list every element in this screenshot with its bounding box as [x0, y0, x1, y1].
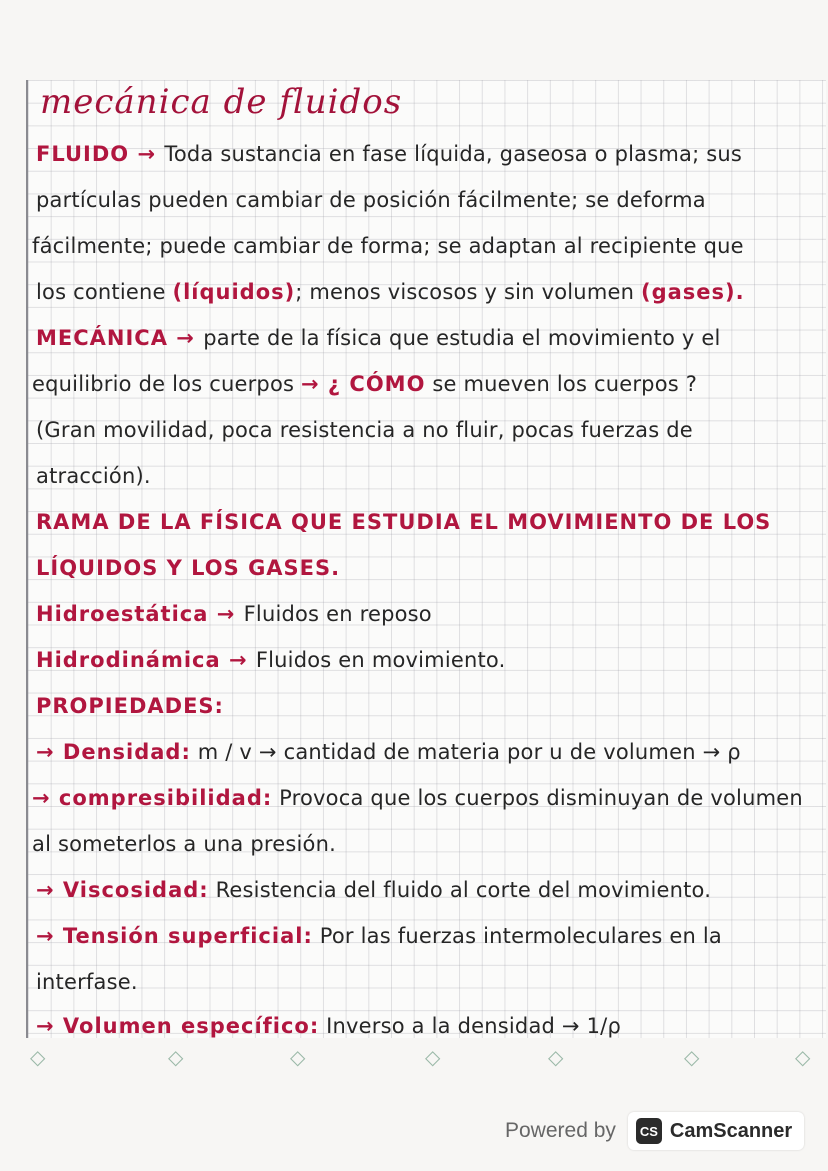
camscanner-brand: CamScanner: [669, 1119, 793, 1142]
note-text: los contiene: [36, 280, 173, 304]
note-line: [36, 278, 745, 306]
note-line: [32, 830, 336, 858]
note-line: [36, 186, 706, 214]
note-line: [32, 232, 744, 260]
diamond-doodle-icon: ◇: [795, 1045, 811, 1069]
note-term: Hidroestática: [36, 602, 209, 626]
note-text: Toda sustancia en fase líquida, gaseosa o plasma; sus: [164, 142, 743, 166]
page-title: mecánica de fluidos: [40, 82, 403, 122]
note-line: [36, 508, 771, 536]
diamond-doodle-icon: ◇: [30, 1045, 46, 1069]
note-highlight: (líquidos): [172, 280, 296, 304]
note-line: [36, 324, 721, 352]
arrow-icon: →: [129, 142, 165, 166]
note-line: [36, 692, 224, 720]
note-term: RAMA DE LA FÍSICA QUE ESTUDIA EL MOVIMIENTO DE LOS: [36, 510, 772, 534]
note-line: [32, 370, 697, 398]
powered-by-text: Powered by: [505, 1119, 616, 1142]
note-line: [36, 600, 432, 628]
note-term: → Volumen específico:: [36, 1014, 320, 1038]
note-text: Provoca que los cuerpos disminuyan de volumen: [272, 786, 803, 810]
note-text: parte de la física que estudia el movimiento y el: [203, 326, 721, 350]
note-text: ; menos viscosos y sin volumen: [295, 280, 641, 304]
note-text: fácilmente; puede cambiar de forma; se adaptan al recipiente que: [32, 234, 744, 258]
note-text: partículas pueden cambiar de posición fácilmente; se deforma: [36, 188, 706, 212]
note-term: → Tensión superficial:: [36, 924, 313, 948]
note-line: [36, 140, 742, 168]
note-text: Inverso a la densidad → 1/ρ: [319, 1014, 621, 1038]
note-text: interfase.: [36, 970, 138, 994]
note-term: FLUIDO: [36, 142, 130, 166]
note-text: Fluidos en movimiento.: [255, 648, 506, 672]
diamond-doodle-icon: ◇: [290, 1045, 306, 1069]
note-line: [36, 554, 340, 582]
note-line: [36, 876, 711, 904]
note-line: [36, 968, 138, 996]
camscanner-badge: [628, 1112, 804, 1150]
camscanner-logo-icon: CS: [636, 1118, 662, 1144]
note-term: → Viscosidad:: [36, 878, 209, 902]
diamond-doodle-icon: ◇: [168, 1045, 184, 1069]
arrow-icon: →: [167, 326, 204, 350]
note-text: Fluidos en reposo: [243, 602, 432, 626]
note-text: atracción).: [36, 464, 151, 488]
arrow-icon: →: [208, 602, 244, 626]
note-term: Hidrodinámica: [36, 648, 221, 672]
diamond-doodle-icon: ◇: [684, 1045, 700, 1069]
note-line: [36, 922, 722, 950]
note-term: → compresibilidad:: [32, 786, 273, 810]
note-highlight: → ¿ CÓMO: [301, 372, 426, 396]
note-text: Por las fuerzas intermoleculares en la: [312, 924, 722, 948]
note-line: [36, 738, 741, 766]
note-line: [36, 462, 151, 490]
note-text: se mueven los cuerpos ?: [425, 372, 698, 396]
note-line: [36, 1012, 621, 1040]
scanner-watermark: [505, 1112, 804, 1150]
note-text: Resistencia del fluido al corte del movimiento.: [208, 878, 712, 902]
note-term: LÍQUIDOS Y LOS GASES.: [36, 556, 341, 580]
note-term: PROPIEDADES:: [36, 694, 224, 718]
note-text: (Gran movilidad, poca resistencia a no fluir, pocas fuerzas de: [36, 418, 693, 442]
note-text: al someterlos a una presión.: [32, 832, 336, 856]
note-line: [32, 784, 803, 812]
diamond-doodle-icon: ◇: [548, 1045, 564, 1069]
arrow-icon: →: [220, 648, 256, 672]
note-line: [36, 416, 693, 444]
note-term: MECÁNICA: [36, 326, 168, 350]
diamond-doodle-icon: ◇: [425, 1045, 441, 1069]
note-line: [36, 646, 506, 674]
note-text: m / v → cantidad de materia por u de volumen → ρ: [190, 740, 741, 764]
note-text: equilibrio de los cuerpos: [32, 372, 302, 396]
note-highlight: (gases).: [640, 280, 745, 304]
note-term: → Densidad:: [36, 740, 191, 764]
